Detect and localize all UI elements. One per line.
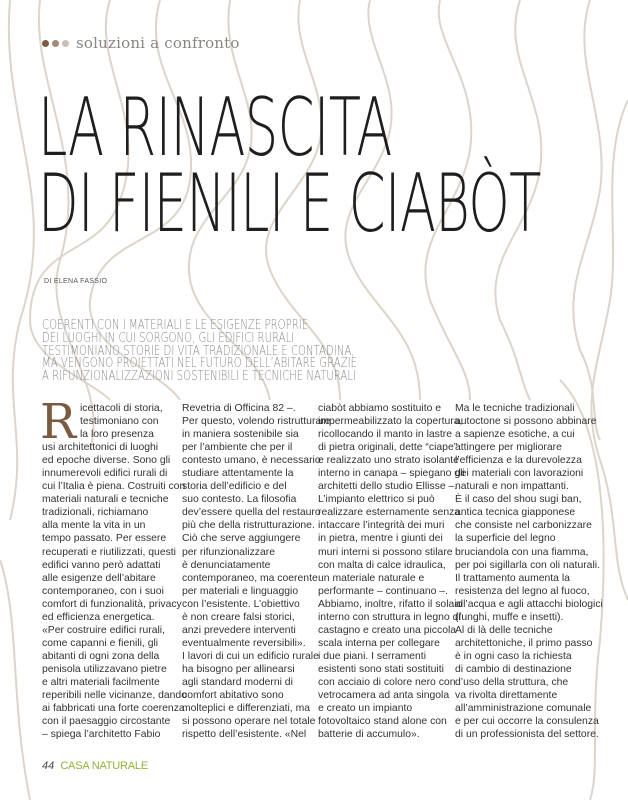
body-text-line: attingere per migliorare <box>455 442 562 454</box>
deck-line: MA VENGONO PROIETTATI NEL FUTURO DELL’ABITARE GRAZIE <box>42 356 358 372</box>
body-text-line: di pietra originali, dette “ciape” <box>318 442 458 454</box>
body-text-line: agli standard moderni di <box>182 676 293 688</box>
body-text-line: innumerevoli edifici rurali di <box>42 468 168 480</box>
body-text-line: performante – continuano –. <box>318 585 448 597</box>
body-text-line: tradizionali, richiamano <box>42 507 149 519</box>
body-text-line: di un professionista del settore. <box>455 729 599 741</box>
body-text-line: in maniera sostenibile sia <box>182 429 299 441</box>
body-text-line: intaccare l’integrità dei muri <box>318 520 445 532</box>
body-text-line: ed epoche diverse. Sono gli <box>42 455 171 467</box>
body-text-line: è in ogni caso la richiesta <box>455 650 572 662</box>
body-text-line: castagno e creato una piccola <box>318 624 457 636</box>
body-text-line: in pietra, mentre i giunti dei <box>318 533 443 545</box>
body-text-line: materiali naturali e tecniche <box>42 494 169 506</box>
body-text-line: muri interni si possono stilare <box>318 546 453 558</box>
body-text-line: «Per costruire edifici rurali, <box>42 624 165 636</box>
body-text-line: storia dell’edificio e del <box>182 481 287 493</box>
body-text-line: vetrocamera ad anta singola <box>318 690 450 702</box>
deck-line: TESTIMONIANO STORIE DI VITA TRADIZIONALE E CONTADINA, <box>42 343 355 359</box>
body-text-line: alle esigenze dell’abitare <box>42 572 156 584</box>
body-text-line: icettacoli di storia, <box>80 403 163 414</box>
body-text-line: contemporaneo, con i suoi <box>42 585 164 597</box>
body-text-line: la loro presenza <box>80 429 154 441</box>
body-text-line: e altri materiali facilmente <box>42 676 160 688</box>
deck-line: A RIFUNZIONALIZZAZIONI SOSTENIBILI E TECNICHE NATURALI <box>42 369 356 385</box>
body-text-line: realizzare esternamente senza <box>318 507 461 519</box>
article-title <box>38 81 541 250</box>
body-text-line: dev’essere quella del restauro <box>182 507 321 519</box>
body-text-line: a sapienze esotiche, a cui <box>455 429 575 441</box>
body-text-line: Per questo, volendo ristrutturare <box>182 416 331 428</box>
body-text-line: si possono operare nel totale <box>182 716 316 728</box>
body-text-line: è non creare falsi storici, <box>182 611 295 623</box>
body-text-line: (funghi, muffe e insetti). <box>455 611 564 623</box>
body-text-line: È il caso del shou sugi ban, <box>455 494 582 506</box>
body-text-line: molteplici e differenziati, ma <box>182 703 311 715</box>
body-text-line: va rivolta direttamente <box>455 690 558 702</box>
deck-line: COERENTI CON I MATERIALI E LE ESIGENZE PROPRIE <box>42 318 309 333</box>
body-text-line: l’efficienza e la durevolezza <box>455 455 582 467</box>
body-text-line: per l’ambiente che per il <box>182 442 293 454</box>
drop-cap: R <box>40 394 77 450</box>
body-text-line: interno con struttura in legno di <box>318 611 461 623</box>
title-line: LA RINASCITA <box>38 81 392 174</box>
section-kicker <box>42 34 240 52</box>
body-column-2 <box>182 402 330 741</box>
body-text-line: studiare attentamente la <box>182 468 294 480</box>
body-text-line: ciabòt abbiamo sostituito e <box>318 403 442 414</box>
dot-icon <box>52 40 59 47</box>
body-text-line: un materiale naturale e <box>318 572 425 584</box>
body-text-line: e realizzato uno strato isolante <box>318 455 459 467</box>
body-text-line: suo contesto. La filosofia <box>182 494 297 506</box>
body-text-line: Revetria di Officina 82 –. <box>182 403 296 414</box>
body-text-line: con il paesaggio circostante <box>42 716 171 728</box>
body-text-line: fotovoltaico stand alone con <box>318 716 447 728</box>
body-text-line: resistenza del legno al fuoco, <box>455 585 590 597</box>
body-text-line: tempo passato. Per essere <box>42 533 167 545</box>
magazine-name: CASA NATURALE <box>60 760 148 772</box>
body-text-line: Ciò che serve aggiungere <box>182 533 301 545</box>
body-text-line: di cambio di destinazione <box>455 663 572 675</box>
body-text-line: usi architettonici di luoghi <box>42 442 159 454</box>
body-text-line: è denunciatamente <box>182 559 271 571</box>
body-text-line: comfort di funzionalità, privacy <box>42 598 182 610</box>
body-text-line: per rifunzionalizzare <box>182 546 275 558</box>
body-text-line: come capanni e fienili, gli <box>42 637 159 649</box>
body-text-line: e per cui occorre la consulenza <box>455 716 599 728</box>
body-text-line: antica tecnica giapponese <box>455 507 576 519</box>
body-text-line: ricollocando il manto in lastre <box>318 429 452 441</box>
body-text-line: Ma le tecniche tradizionali <box>455 403 575 414</box>
body-text-line: rispetto dell’esistente. «Nel <box>182 729 307 741</box>
body-text-line: all’amministrazione comunale <box>455 703 592 715</box>
body-text-line: recuperati e riutilizzati, questi <box>42 546 176 558</box>
body-text-line: contemporaneo, ma coerente <box>182 572 318 584</box>
body-text-line: alla mente la vita in un <box>42 520 146 532</box>
body-text-line: d’uso della struttura, che <box>455 676 569 688</box>
body-column-4 <box>455 402 603 741</box>
body-text-line: per poi sigillarla con oli naturali. <box>455 559 600 571</box>
body-text-line: impermeabilizzato la copertura, <box>318 416 463 428</box>
body-text-line: testimoniano con <box>80 416 159 428</box>
body-text-line: eventualmente reversibili». <box>182 637 306 649</box>
body-text-line: la superficie del legno <box>455 533 556 545</box>
page-footer <box>42 760 148 772</box>
body-text-line: cui l’Italia è piena. Costruiti con <box>42 481 186 493</box>
body-text-line: batterie di accumulo». <box>318 729 420 741</box>
section-label: soluzioni a confronto <box>76 34 240 52</box>
body-text-line: ed efficienza energetica. <box>42 611 155 623</box>
body-text-line: i due piani. I serramenti <box>318 650 427 662</box>
body-text-line: con malta di calce idraulica, <box>318 559 446 571</box>
dot-icon <box>42 40 49 47</box>
body-text-line: anzi prevedere interventi <box>182 624 296 636</box>
body-column-1 <box>40 394 187 741</box>
body-text-line: interno in canapa – spiegano gli <box>318 468 465 480</box>
body-text-line: – spiega l’architetto Fabio <box>42 729 161 741</box>
body-text-line: scala interna per collegare <box>318 637 440 649</box>
byline: DI ELENA FASSIO <box>44 278 108 285</box>
body-text-line: dei materiali con lavorazioni <box>455 468 584 480</box>
page-number: 44 <box>42 760 55 772</box>
body-text-line: con acciaio di colore nero con <box>318 676 456 688</box>
body-text-line: Al di là delle tecniche <box>455 624 553 636</box>
deck-line: DEI LUOGHI IN CUI SORGONO, GLI EDIFICI RURALI <box>42 330 295 346</box>
body-text-line: edifici vanno però adattati <box>42 559 161 571</box>
body-text-line: comfort abitativo sono <box>182 690 284 702</box>
body-text-line: I lavori di cui un edificio rurale <box>182 650 319 662</box>
body-text-line: Abbiamo, inoltre, rifatto il solaio <box>318 598 463 610</box>
body-text-line: abitanti di ogni zona della <box>42 650 160 662</box>
body-text-line: autoctone si possono abbinare <box>455 416 597 428</box>
body-text-line: esistenti sono stati sostituiti <box>318 663 444 675</box>
body-column-3 <box>318 402 465 741</box>
body-text-line: per materiali e linguaggio <box>182 585 299 597</box>
article-deck <box>42 320 357 384</box>
body-text-line: reperibili nelle vicinanze, dando <box>42 690 187 702</box>
body-text-line: più che della ristrutturazione. <box>182 520 315 532</box>
body-text-line: architetti dello studio Ellisse –. <box>318 481 458 493</box>
body-text-line: e creato un impianto <box>318 703 413 715</box>
title-line: DI FIENILI E CIABÒT <box>38 157 541 250</box>
body-text-line: naturali e non impattanti. <box>455 481 569 493</box>
body-text-line: bruciandola con una fiamma, <box>455 546 589 558</box>
body-text-line: penisola utilizzavano pietre <box>42 663 167 675</box>
body-text-line: contesto umano, è necessario <box>182 455 321 467</box>
body-text-line: con l’esistente. L’obiettivo <box>182 598 300 610</box>
body-text-line: che consiste nel carbonizzare <box>455 520 592 532</box>
body-text-line: architettoniche, il primo passo <box>455 637 593 649</box>
dot-icon <box>62 40 69 47</box>
body-text-line: Il trattamento aumenta la <box>455 572 570 584</box>
body-text-line: all’acqua e agli attacchi biologici <box>455 598 603 610</box>
body-text-line: ha bisogno per allinearsi <box>182 663 295 675</box>
body-text-line: ai fabbricati una forte coerenza <box>42 703 185 715</box>
body-text-line: L’impianto elettrico si può <box>318 494 435 506</box>
